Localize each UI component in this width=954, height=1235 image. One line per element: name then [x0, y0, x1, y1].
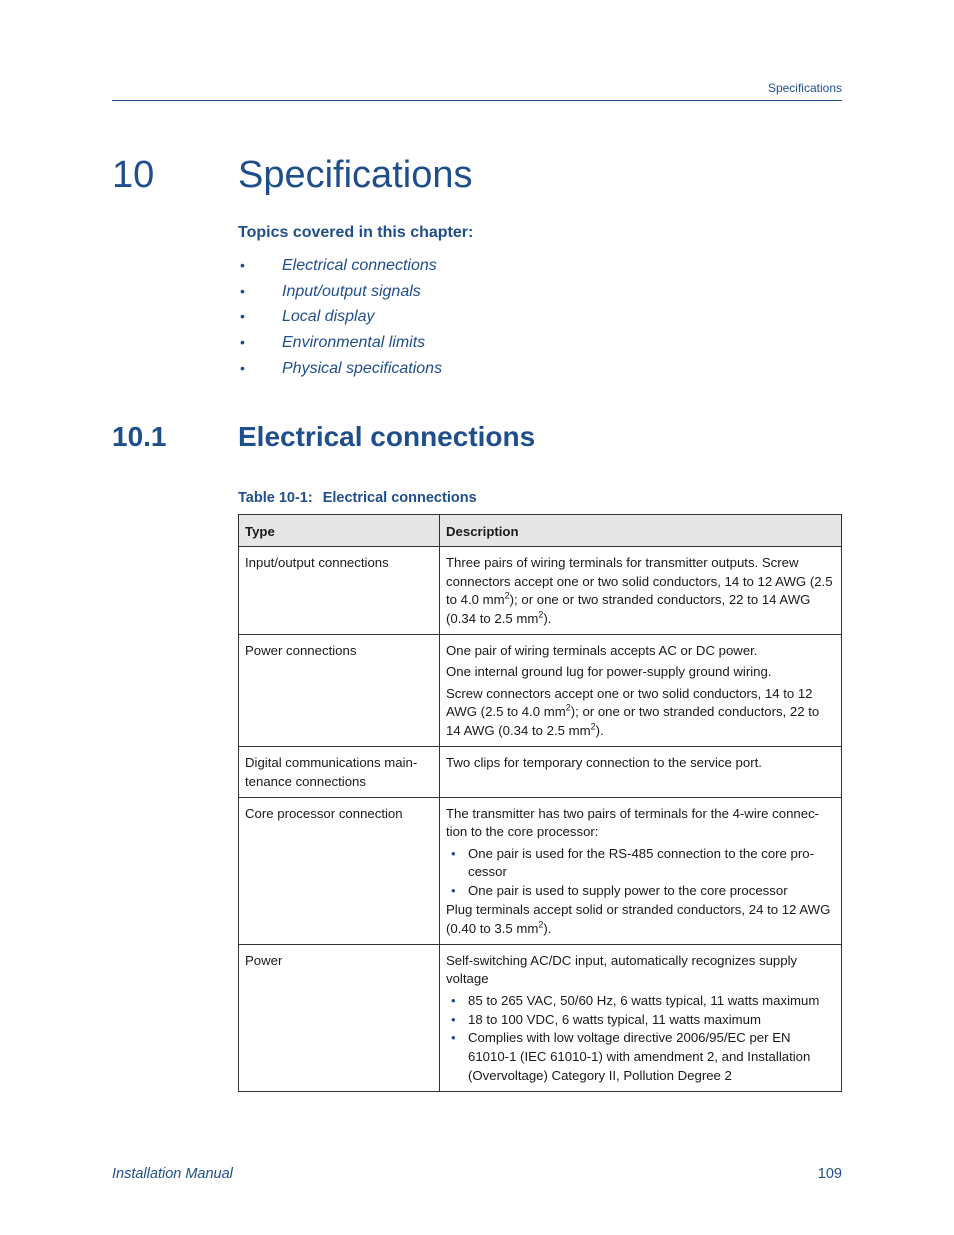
description-paragraph [446, 685, 835, 741]
topics-heading: Topics covered in this chapter: [238, 224, 474, 241]
text-run: Plug terminals accept solid or stranded conductors, 24 to 12 AWG (0.40 to 3.5 mm [446, 902, 831, 936]
table-caption [238, 490, 477, 506]
topic-link-local-display[interactable]: Local display [282, 308, 375, 326]
topic-item [238, 356, 442, 382]
type-cell: Power [239, 944, 440, 1091]
footer-document-title: Installation Manual [112, 1166, 233, 1182]
topic-link-input-output-signals[interactable]: Input/output signals [282, 282, 421, 300]
description-cell [440, 546, 842, 634]
chapter-number: 10 [112, 154, 155, 196]
table-row [239, 634, 842, 746]
bullet-icon: • [240, 308, 245, 325]
description-paragraph: The transmitter has two pairs of terminals for the 4-wire connection to the core processor: [446, 805, 820, 840]
description-paragraph: Self-switching AC/DC input, automatically recognizes supply voltage [446, 952, 798, 987]
bullet-icon: • [240, 282, 245, 299]
bullet-icon: • [240, 334, 245, 351]
chapter-title: Specifications [238, 154, 473, 196]
description-paragraph [446, 901, 835, 939]
column-header-description: Description [440, 515, 842, 547]
column-header-type: Type [239, 515, 440, 547]
topics-list [238, 253, 442, 381]
type-cell: Input/output connections [239, 546, 440, 634]
topic-item [238, 330, 442, 356]
text-run: ); or one or two stranded conductors, 22 to 14 AWG (0.34 to 2.5 mm [446, 592, 811, 627]
section-number: 10.1 [112, 421, 167, 452]
description-paragraph [446, 554, 835, 629]
section-title: Electrical connections [238, 421, 536, 452]
bullet-list [446, 845, 835, 901]
text-run: ). [543, 611, 552, 627]
superscript: 2 [590, 721, 596, 732]
topic-item [238, 304, 442, 330]
bullet-list [446, 992, 835, 1086]
type-cell: Core processor connection [239, 797, 440, 944]
superscript: 2 [565, 702, 571, 713]
type-cell: Digital communications maintenance connections [239, 746, 440, 797]
table-caption-label: Table 10-1: [238, 490, 313, 506]
description-cell [440, 797, 842, 944]
bullet-item: • 18 to 100 VDC, 6 watts typical, 11 watts maximum [446, 1011, 835, 1030]
text-run: ); or one or two stranded conductors, 22 to 14 AWG (0.34 to 2.5 mm [446, 704, 820, 739]
superscript: 2 [538, 609, 544, 620]
table-row [239, 797, 842, 944]
electrical-connections-table [238, 514, 842, 1092]
running-header: Specifications [767, 81, 842, 95]
table-row [239, 746, 842, 797]
topic-link-environmental-limits[interactable]: Environmental limits [282, 334, 426, 352]
bullet-item: • One pair is used for the RS-485 connection to the core processor [446, 845, 835, 883]
description-paragraph: One pair of wiring terminals accepts AC or DC power. [446, 642, 758, 658]
table-header-row [239, 515, 842, 547]
text-run: Screw connectors accept one or two solid conductors, 14 to 12 AWG (2.5 to 4.0 mm [446, 685, 813, 720]
description-cell [440, 944, 842, 1091]
bullet-icon: • [240, 257, 245, 273]
header-rule [112, 100, 842, 101]
type-cell: Power connections [239, 634, 440, 746]
description-paragraph: Two clips for temporary connection to the service port. [446, 754, 762, 770]
topic-link-electrical-connections[interactable]: Electrical connections [282, 257, 437, 274]
bullet-item: • Complies with low voltage directive 2006/95/EC per EN 61010-1 (IEC 61010-1) with amendment 2, and Installation (Overvoltage) Category II, Pollution Degree 2 [446, 1029, 835, 1085]
bullet-item: • 85 to 265 VAC, 50/60 Hz, 6 watts typical, 11 watts maximum [446, 992, 835, 1011]
table-row [239, 944, 842, 1091]
topic-item [238, 253, 442, 279]
description-paragraph: One internal ground lug for power-supply ground wiring. [446, 664, 772, 680]
superscript: 2 [538, 919, 544, 930]
footer-page-number: 109 [817, 1166, 842, 1182]
table-caption-title: Electrical connections [322, 490, 477, 506]
topic-item [238, 279, 442, 305]
bullet-item: • One pair is used to supply power to the core processor [446, 882, 835, 901]
text-run: Three pairs of wiring terminals for transmitter outputs. Screw connectors accept one or two solid conductors, 14 to 12 AWG (2.5 to 4.0 mm [446, 554, 833, 608]
superscript: 2 [504, 591, 510, 601]
table-row [239, 546, 842, 634]
text-run: ). [543, 920, 552, 936]
topic-link-physical-specifications[interactable]: Physical specifications [282, 359, 443, 377]
description-cell [440, 634, 842, 746]
bullet-icon: • [240, 359, 245, 376]
description-cell [440, 746, 842, 797]
text-run: ). [595, 723, 604, 739]
